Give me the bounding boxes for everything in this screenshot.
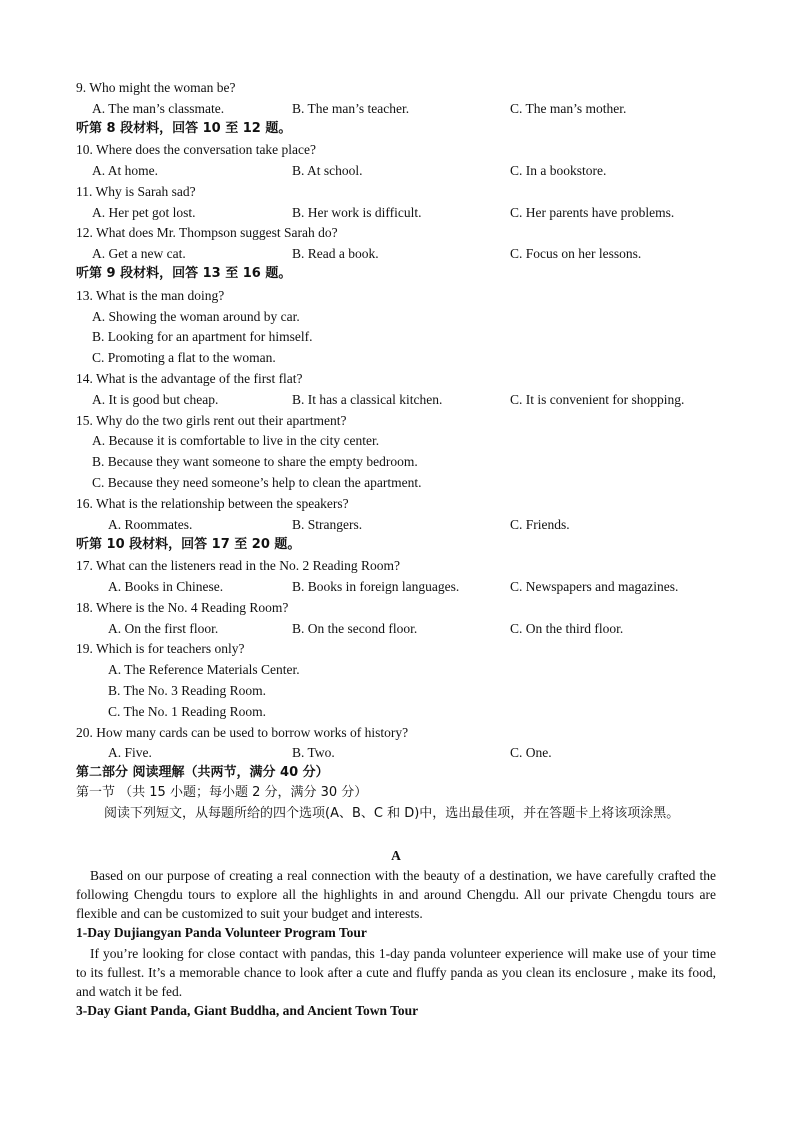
question-17-option-b: B. Books in foreign languages. [292, 579, 460, 594]
question-14-stem: 14. What is the advantage of the first flat? [76, 371, 303, 386]
tour-3-title: 3-Day Giant Panda, Giant Buddha, and Ancient Town Tour [76, 1003, 419, 1018]
question-19-stem: 19. Which is for teachers only? [76, 641, 245, 656]
question-12-option-c: C. Focus on her lessons. [510, 246, 642, 261]
question-18-option-c: C. On the third floor. [510, 621, 624, 636]
question-17-stem: 17. What can the listeners read in the No. 2 Reading Room? [76, 558, 401, 573]
question-11-stem: 11. Why is Sarah sad? [76, 184, 196, 199]
section-heading-10: 听第 10 段材料，回答 17 至 20 题。 [76, 537, 301, 552]
question-11-option-b: B. Her work is difficult. [292, 205, 422, 220]
reading-instructions: 阅读下列短文，从每题所给的四个选项(A、B、C 和 D)中，选出最佳项，并在答题卡上将该项涂黑。 [104, 806, 680, 821]
question-9-option-b: B. The man’s teacher. [292, 101, 410, 116]
question-11-option-c: C. Her parents have problems. [510, 205, 675, 220]
question-18-option-b: B. On the second floor. [292, 621, 418, 636]
question-16-option-b: B. Strangers. [292, 517, 363, 532]
question-16-stem: 16. What is the relationship between the speakers? [76, 496, 349, 511]
question-12-option-b: B. Read a book. [292, 246, 379, 261]
passage-label: A [391, 848, 401, 863]
question-10-option-c: C. In a bookstore. [510, 163, 607, 178]
question-10-option-a: A. At home. [92, 163, 158, 178]
question-20-option-a: A. Five. [108, 745, 152, 760]
question-15-option-b: B. Because they want someone to share the empty bedroom. [92, 454, 418, 469]
passage-intro: Based on our purpose of creating a real connection with the beauty of a destination, we have carefully crafted the following Chengdu tours to explore all the highlights in and around Chengdu. All our private Chengdu tours are flexible and can be customized to suit your budget and interests. [76, 868, 716, 921]
question-19-option-c: C. The No. 1 Reading Room. [108, 704, 266, 719]
question-16-option-a: A. Roommates. [108, 517, 193, 532]
question-13-option-c: C. Promoting a flat to the woman. [92, 350, 276, 365]
question-14-option-a: A. It is good but cheap. [92, 392, 219, 407]
question-10-stem: 10. Where does the conversation take place? [76, 142, 317, 157]
question-20-stem: 20. How many cards can be used to borrow works of history? [76, 725, 409, 740]
section-heading-8: 听第 8 段材料，回答 10 至 12 题。 [76, 121, 292, 136]
tour-1-title: 1-Day Dujiangyan Panda Volunteer Program Tour [76, 925, 367, 940]
question-16-option-c: C. Friends. [510, 517, 570, 532]
section-one-heading: 第一节 （共 15 小题；每小题 2 分，满分 30 分） [76, 785, 368, 800]
question-15-option-c: C. Because they need someone’s help to clean the apartment. [92, 475, 422, 490]
question-20-option-b: B. Two. [292, 745, 335, 760]
question-17-option-c: C. Newspapers and magazines. [510, 579, 679, 594]
question-18-option-a: A. On the first floor. [108, 621, 219, 636]
question-12-option-a: A. Get a new cat. [92, 246, 186, 261]
section-heading-9: 听第 9 段材料，回答 13 至 16 题。 [76, 266, 292, 281]
question-13-option-b: B. Looking for an apartment for himself. [92, 329, 313, 344]
question-11-option-a: A. Her pet got lost. [92, 205, 196, 220]
part-two-heading: 第二部分 阅读理解（共两节，满分 40 分） [76, 765, 329, 780]
tour-1-description: If you’re looking for close contact with pandas, this 1-day panda volunteer experience will make use of your time to its fullest. It’s a memorable chance to look after a cute and fluffy panda as you clean its enclosure , make its food, and watch it be fed. [76, 946, 716, 999]
question-13-option-a: A. Showing the woman around by car. [92, 309, 300, 324]
question-14-option-c: C. It is convenient for shopping. [510, 392, 685, 407]
question-20-option-c: C. One. [510, 745, 552, 760]
question-18-stem: 18. Where is the No. 4 Reading Room? [76, 600, 289, 615]
question-14-option-b: B. It has a classical kitchen. [292, 392, 443, 407]
question-15-option-a: A. Because it is comfortable to live in the city center. [92, 433, 380, 448]
question-19-option-a: A. The Reference Materials Center. [108, 662, 300, 677]
question-9-option-c: C. The man’s mother. [510, 101, 627, 116]
question-9-option-a: A. The man’s classmate. [92, 101, 225, 116]
question-12-stem: 12. What does Mr. Thompson suggest Sarah do? [76, 225, 338, 240]
question-15-stem: 15. Why do the two girls rent out their apartment? [76, 413, 347, 428]
question-9-stem: 9. Who might the woman be? [76, 80, 236, 95]
question-17-option-a: A. Books in Chinese. [108, 579, 224, 594]
question-10-option-b: B. At school. [292, 163, 363, 178]
question-13-stem: 13. What is the man doing? [76, 288, 225, 303]
question-19-option-b: B. The No. 3 Reading Room. [108, 683, 266, 698]
